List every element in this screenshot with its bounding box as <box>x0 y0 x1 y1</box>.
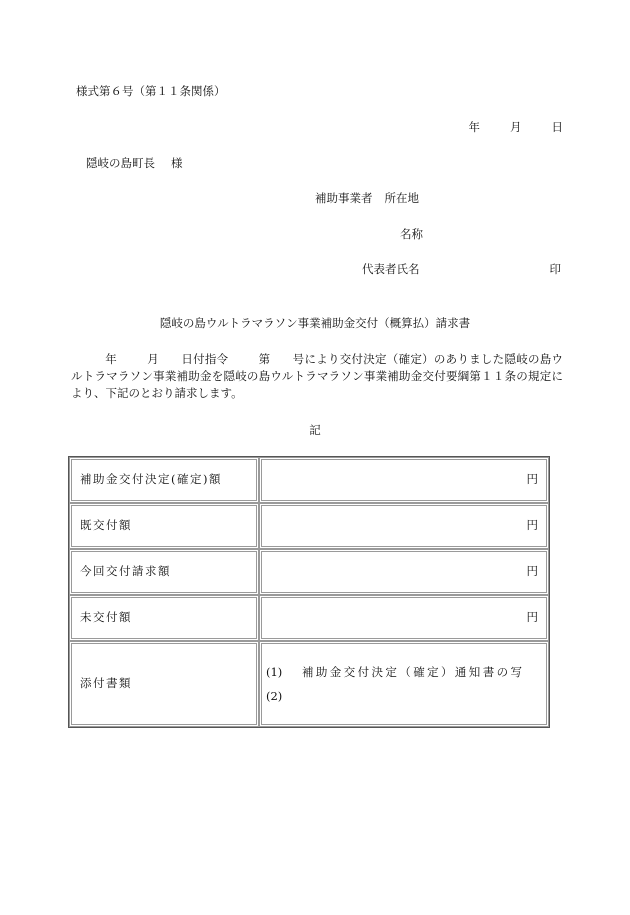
amount-field[interactable] <box>259 549 549 595</box>
table-row <box>69 549 549 595</box>
attachment-item <box>266 660 546 684</box>
amount-field[interactable] <box>259 457 549 503</box>
date-year: 年 <box>468 120 480 134</box>
body-month: 月 <box>147 352 160 366</box>
table-row <box>69 595 549 641</box>
form-number: 様式第６号（第１１条関係） <box>76 84 226 98</box>
attachments-row <box>69 641 549 727</box>
attachments-label: 添付書類 <box>69 641 259 727</box>
body-date-directive: 日付指令 <box>181 352 229 366</box>
body-dai: 第 <box>258 352 271 366</box>
date-day: 日 <box>551 120 563 134</box>
seal-mark: 印 <box>549 262 561 276</box>
applicant-address-line <box>315 193 419 205</box>
row-label: 補助金交付決定(確定)額 <box>69 457 259 503</box>
amount-field[interactable] <box>259 503 549 549</box>
date-month: 月 <box>510 120 522 134</box>
attachments-cell[interactable] <box>259 641 549 727</box>
addressee-name: 隠岐の島町長 <box>86 156 155 170</box>
attachment-number: (1) <box>266 665 283 679</box>
table-row <box>69 503 549 549</box>
row-label: 今回交付請求額 <box>69 549 259 595</box>
address-label: 所在地 <box>384 191 419 205</box>
body-paragraph <box>71 351 563 402</box>
table-row <box>69 457 549 503</box>
yen-unit: 円 <box>526 472 538 487</box>
ki-heading: 記 <box>309 423 321 437</box>
yen-unit: 円 <box>526 564 538 579</box>
attachment-number: (2) <box>266 689 283 703</box>
document-title: 隠岐の島ウルトラマラソン事業補助金交付（概算払）請求書 <box>159 316 471 330</box>
attachments-list <box>262 660 546 708</box>
representative-label: 代表者氏名 <box>362 262 420 276</box>
yen-unit: 円 <box>526 610 538 625</box>
attachment-text: 補助金交付決定（確定）通知書の写 <box>302 665 525 679</box>
amount-field[interactable] <box>259 595 549 641</box>
body-year: 年 <box>105 352 118 366</box>
row-label: 未交付額 <box>69 595 259 641</box>
addressee <box>86 158 183 170</box>
yen-unit: 円 <box>526 518 538 533</box>
row-label: 既交付額 <box>69 503 259 549</box>
addressee-honorific: 様 <box>171 156 183 170</box>
body-text: 号により交付決定（確定）のありました隠岐の島ウルトラマラソン事業補助金を隠岐の島ウルトラマラソン事業補助金交付要綱第１１条の規定により、下記のとおり請求します。 <box>71 352 564 400</box>
request-table <box>68 456 550 728</box>
name-label: 名称 <box>400 227 423 241</box>
applicant-label: 補助事業者 <box>315 191 373 205</box>
attachment-item <box>266 684 546 708</box>
date-line <box>469 122 564 134</box>
